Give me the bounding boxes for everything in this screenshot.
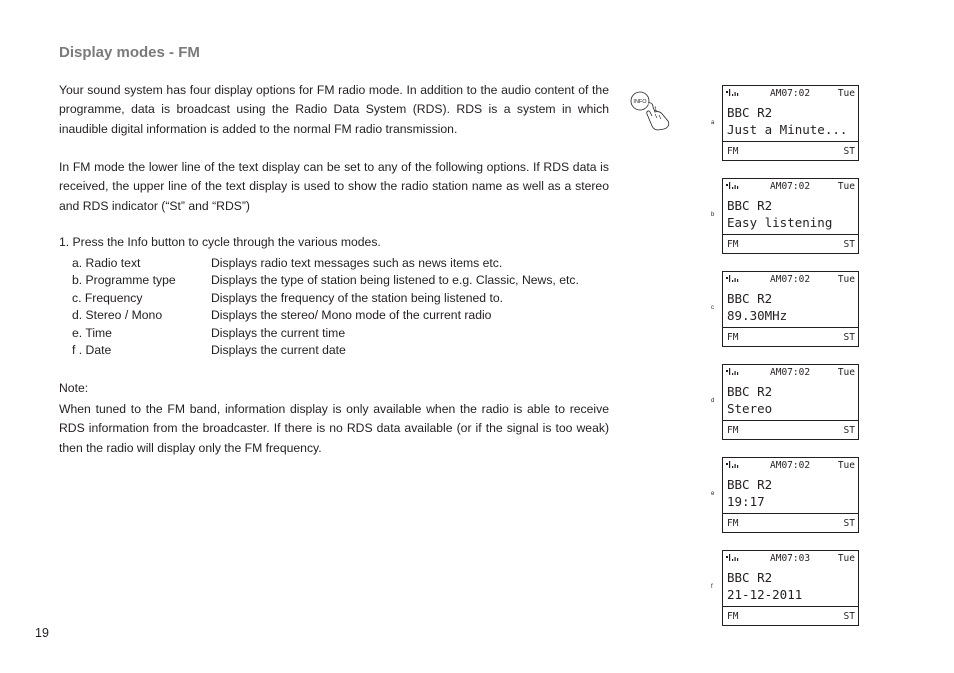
display-letter: b bbox=[711, 212, 715, 218]
lcd-info-line: Stereo bbox=[727, 401, 773, 416]
lcd-station-name: BBC R2 bbox=[727, 105, 773, 120]
mode-label: b. Programme type bbox=[72, 273, 176, 288]
lcd-clock: AM07:02 bbox=[770, 274, 811, 285]
lcd-day: Tue bbox=[837, 181, 855, 192]
signal-strength-icon bbox=[726, 460, 740, 470]
mode-label: f . Date bbox=[72, 342, 112, 357]
lcd-clock: AM07:02 bbox=[770, 181, 811, 192]
display-letter: c bbox=[711, 305, 714, 311]
mode-row bbox=[72, 256, 579, 273]
info-button-label: INFO bbox=[633, 99, 647, 105]
lcd-day: Tue bbox=[837, 367, 855, 378]
mode-row bbox=[72, 308, 579, 325]
lcd-info-line: Easy listening bbox=[727, 215, 833, 230]
display-letter: f bbox=[711, 584, 713, 590]
lcd-day: Tue bbox=[837, 274, 855, 285]
page-heading: Display modes - FM bbox=[59, 44, 200, 61]
mode-description: Displays the current date bbox=[211, 342, 346, 357]
mode-row bbox=[72, 326, 579, 343]
lcd-divider bbox=[723, 513, 858, 514]
lcd-station-name: BBC R2 bbox=[727, 570, 773, 585]
lcd-stereo-indicator: ST bbox=[843, 332, 855, 343]
note-paragraph: When tuned to the FM band, information display is only available when the radio is able to receive RDS information from the broadcaster. If there is no RDS data available (or if the signal is too weak) then the radio will display only the FM frequency. bbox=[59, 402, 609, 455]
hand-pressing-button-icon bbox=[628, 90, 676, 132]
lcd-display bbox=[722, 178, 859, 254]
lcd-station-name: BBC R2 bbox=[727, 384, 773, 399]
mode-label: c. Frequency bbox=[72, 290, 143, 305]
mode-description: Displays the current time bbox=[211, 325, 346, 340]
signal-strength-icon bbox=[726, 553, 740, 563]
lcd-day: Tue bbox=[837, 553, 855, 564]
lcd-divider bbox=[723, 141, 858, 142]
lcd-band: FM bbox=[727, 146, 739, 157]
lcd-band: FM bbox=[727, 425, 739, 436]
lcd-band: FM bbox=[727, 332, 739, 343]
lcd-band: FM bbox=[727, 518, 739, 529]
mode-row bbox=[72, 343, 579, 360]
mode-row bbox=[72, 291, 579, 308]
lcd-display bbox=[722, 85, 859, 161]
lcd-display bbox=[722, 457, 859, 533]
lcd-info-line: 21-12-2011 bbox=[727, 587, 803, 602]
lcd-display bbox=[722, 364, 859, 440]
lcd-divider bbox=[723, 606, 858, 607]
mode-description: Displays the stereo/ Mono mode of the current radio bbox=[211, 308, 492, 323]
lcd-stereo-indicator: ST bbox=[843, 239, 855, 250]
lcd-display bbox=[722, 550, 859, 626]
lcd-stereo-indicator: ST bbox=[843, 425, 855, 436]
note-label: Note: bbox=[59, 381, 89, 395]
signal-strength-icon bbox=[726, 88, 740, 98]
page-number: 19 bbox=[35, 626, 49, 640]
lcd-stereo-indicator: ST bbox=[843, 611, 855, 622]
signal-strength-icon bbox=[726, 367, 740, 377]
lcd-divider bbox=[723, 327, 858, 328]
lcd-station-name: BBC R2 bbox=[727, 198, 773, 213]
signal-strength-icon bbox=[726, 181, 740, 191]
lcd-band: FM bbox=[727, 239, 739, 250]
lcd-display bbox=[722, 271, 859, 347]
lcd-info-line: 89.30MHz bbox=[727, 308, 788, 323]
display-modes-list bbox=[72, 256, 579, 360]
lcd-stereo-indicator: ST bbox=[843, 146, 855, 157]
display-letter: a bbox=[711, 120, 715, 126]
lcd-band: FM bbox=[727, 611, 739, 622]
intro-paragraph: Your sound system has four display options for FM radio mode. In addition to the audio content of the programme, data is broadcast using the Radio Data System (RDS). RDS is a system in which inaudible digital information is added to the normal FM radio transmission. bbox=[59, 83, 609, 136]
lcd-clock: AM07:02 bbox=[770, 367, 811, 378]
lcd-divider bbox=[723, 234, 858, 235]
step-instruction: 1. Press the Info button to cycle through the various modes. bbox=[59, 235, 381, 249]
lcd-station-name: BBC R2 bbox=[727, 291, 773, 306]
lcd-day: Tue bbox=[837, 460, 855, 471]
mode-label: a. Radio text bbox=[72, 256, 141, 270]
display-letter: e bbox=[711, 491, 715, 497]
lcd-day: Tue bbox=[837, 88, 855, 99]
mode-description: Displays the type of station being listened to e.g. Classic, News, etc. bbox=[211, 273, 579, 288]
display-letter: d bbox=[711, 398, 715, 404]
mode-description: Displays radio text messages such as news items etc. bbox=[211, 256, 503, 270]
mode-label: e. Time bbox=[72, 325, 112, 340]
mode-description: Displays the frequency of the station being listened to. bbox=[211, 290, 504, 305]
rds-paragraph: In FM mode the lower line of the text display can be set to any of the following options. If RDS data is received, the upper line of the text display is used to show the radio station name as well as a stereo and RDS indicator (“St” and “RDS”) bbox=[59, 160, 609, 213]
signal-strength-icon bbox=[726, 274, 740, 284]
press-count: 1 bbox=[654, 107, 658, 113]
lcd-info-line: 19:17 bbox=[727, 494, 765, 509]
lcd-station-name: BBC R2 bbox=[727, 477, 773, 492]
lcd-stereo-indicator: ST bbox=[843, 518, 855, 529]
lcd-clock: AM07:03 bbox=[770, 553, 811, 564]
lcd-clock: AM07:02 bbox=[770, 88, 811, 99]
mode-row bbox=[72, 273, 579, 290]
lcd-clock: AM07:02 bbox=[770, 460, 811, 471]
lcd-divider bbox=[723, 420, 858, 421]
lcd-info-line: Just a Minute... bbox=[727, 122, 848, 137]
mode-label: d. Stereo / Mono bbox=[72, 308, 163, 323]
